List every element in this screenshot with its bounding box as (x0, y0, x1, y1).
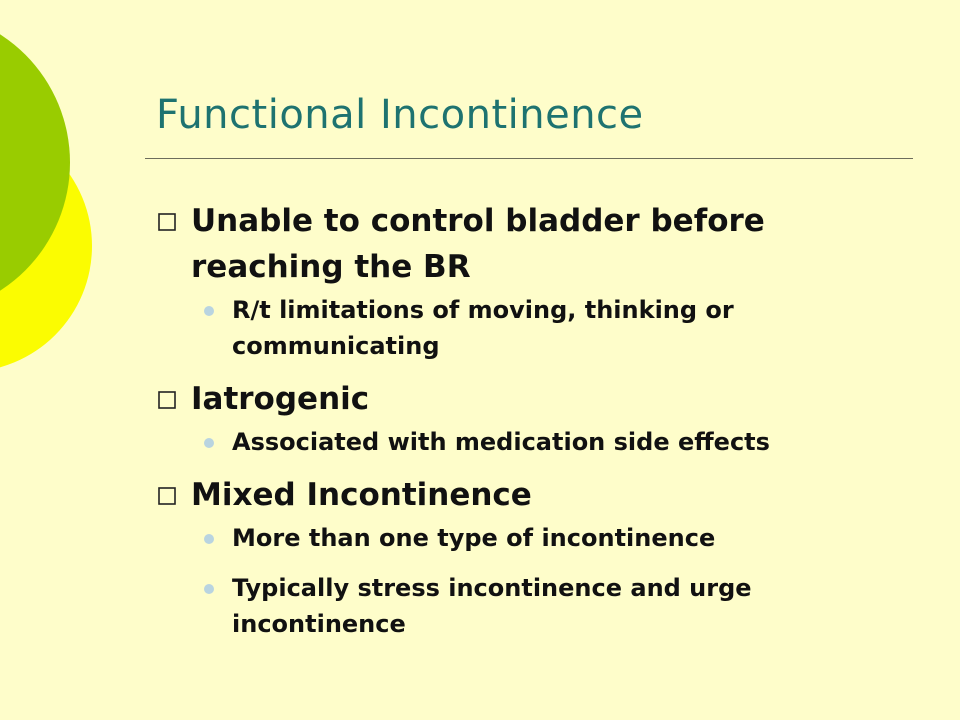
round-bullet-icon (204, 534, 214, 544)
title-divider (145, 158, 913, 159)
round-bullet-icon (204, 584, 214, 594)
bullet-item (158, 472, 918, 642)
sub-bullet-list (191, 424, 918, 460)
round-bullet-icon (204, 438, 214, 448)
sub-bullet-list (191, 292, 918, 364)
sub-bullet-item (232, 292, 918, 364)
sub-bullet-list (191, 520, 918, 642)
sub-bullet-item (232, 520, 918, 556)
bullet-text: Mixed Incontinence (191, 477, 532, 513)
sub-bullet-text: R/t limitations of moving, thinking or communicating (232, 296, 734, 360)
sub-bullet-item (232, 570, 918, 642)
round-bullet-icon (204, 306, 214, 316)
square-bullet-icon (158, 487, 176, 505)
square-bullet-icon (158, 213, 176, 231)
bullet-item (158, 198, 918, 364)
square-bullet-icon (158, 391, 176, 409)
bullet-list (158, 198, 918, 642)
slide-title: Functional Incontinence (156, 92, 644, 138)
bullet-item (158, 376, 918, 460)
sub-bullet-item (232, 424, 918, 460)
sub-bullet-text: More than one type of incontinence (232, 524, 716, 552)
bullet-text: Unable to control bladder before reaching the BR (191, 203, 765, 285)
bullet-text: Iatrogenic (191, 381, 370, 417)
sub-bullet-text: Associated with medication side effects (232, 428, 770, 456)
sub-bullet-text: Typically stress incontinence and urge incontinence (232, 574, 752, 638)
